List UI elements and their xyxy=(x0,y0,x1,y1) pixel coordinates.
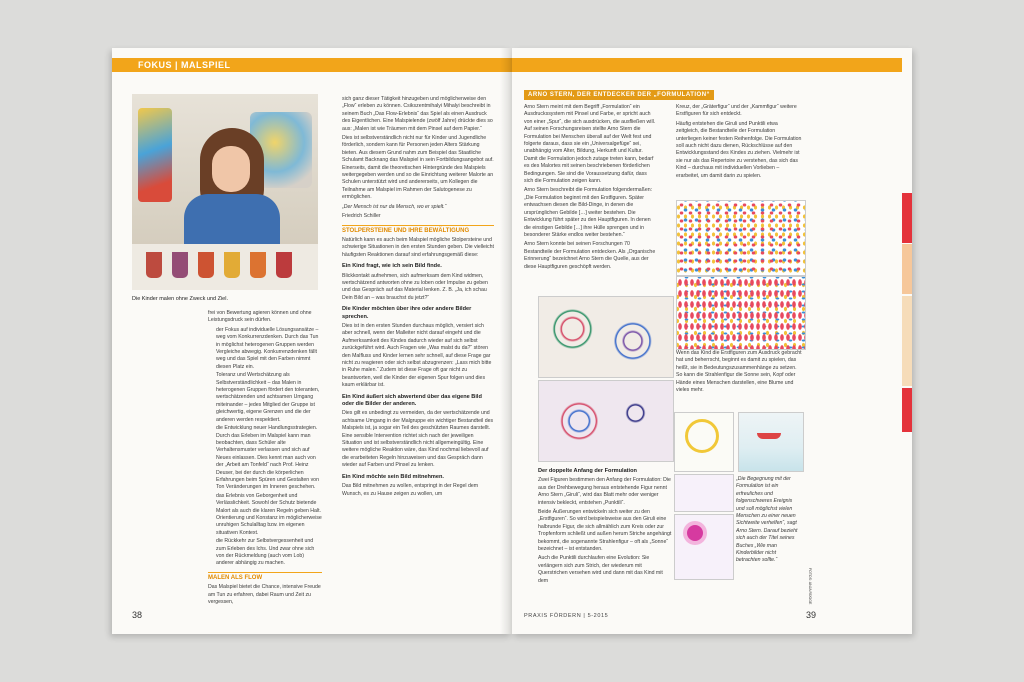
giruli-painting xyxy=(538,380,674,462)
paragraph: sich ganz dieser Tätigkeit hinzugeben und möglicherweise den „Flow“ erleben zu können. Csikszentmihalyi Mihalyi beschreibt in seinem Buch „Das Flow-Erlebnis“ das Spiel als einen Ausdruck des Eigentlichen. Eine Malspielende (zwölf Jahre) drückte dies so aus: „Malen ist wie Träumen mit dem Pinsel auf dem Papier.“ xyxy=(342,96,493,132)
flower-painting xyxy=(674,514,734,580)
list-item: • die Entwicklung neuer Handlungsstrategien. Durch das Erleben im Malspiel kann man beobachten, dass Schüler alte Verhaltensmuster verlassen und sich auf Neues einlassen. Dies kennt man auch von der „Arbeit am Tonfeld“ nach Prof. Heinz Deuser, bei der durch die körperlichen Erfahrungen beim Spüren und Gestalten von Ton Veränderungen im Inneren geschehen. xyxy=(216,425,322,492)
subhead: MALEN ALS FLOW xyxy=(208,572,322,582)
paragraph: Zwei Figuren bestimmen den Anfang der Formulation: Die aus der Drehbewegung heraus entstehende Figur nennt Arno Stern „Gіruli“, wird das Blatt mehr oder weniger intensiv bekleckt, entstehen „Punktili“. xyxy=(538,477,671,506)
paragraph: Dies ist in den ersten Stunden durchaus möglich, versiert sich aber schnell, wenn der Malleiter nicht darauf eingeht und die Aufmerksamkeit des Kindes dadurch wieder auf sich selbst zurückgeführt wird. Auch Fragen wie „Was malst du da?“ stören den Malfluss und Kinder lernen sehr schnell, auf diese Frage gar nicht zu reagieren oder sich selbst abzugrenzen: „Lass mich bitte in Ruhe malen.“ Zudem ist diese Frage oft gar nicht zu beantworten, weil die Kinder der eigenen Spur folgen und dies kaum erklärbar ist. xyxy=(342,322,492,389)
article-title: ARNO STERN, DER ENTDECKER DER „FORMULATION“ xyxy=(524,90,714,100)
right-page xyxy=(512,48,912,634)
paragraph: Auch die Punktili durchlaufen eine Evolution: Sie verlängern sich zum Strich, der wiederum mit Querstrichen versehen wird und dann mit das Kind mit dem xyxy=(538,555,663,584)
paragraph: Dies gilt es unbedingt zu vermeiden, da der wertschätzende und achtsame Umgang in der Malgruppe ein wichtiger Bestandteil des Malspiels ist, ja sogar ein Teil des geschützten Raumes darstellt. Eine sensible Intervention richtet sich nach der jeweiligen Situation und ist selbstverständlich nicht allgemeingültig. Eine weitere mögliche Reaktion wäre, das Kind nochmal liebevoll auf die erarbeiteten Regeln hinzuweisen und das Gespräch dann wieder auf Farben und Pinsel zu lenken. xyxy=(342,410,494,469)
paragraph: Arno Stern meint mit dem Begriff „Formulation“ ein Ausdruckssystem mit Pinsel und Farbe, er spricht auch von einer „Spur“, die sich ausdrücken, die ausfließen will. Auf seinen Forschungsreisen stellte Arno Stern die Formulation bei Menschen überall auf der Welt fest und folgerte daraus, dass sie ein „Universalgefüge“ sei, unabhängig vom Alter, Bildung, Herkunft und Kultur. Damit die Formulation jedoch zutage treten kann, bedarf es des Malortes mit seinen beschriebenen förderlichen Bedingungen. Sie sind die Voraussetzung dafür, dass sich die Formulation zeigen kann. xyxy=(524,104,656,185)
quote: „Der Mensch ist nur da Mensch, wo er spielt.“ xyxy=(342,203,447,210)
paragraph: Kreuz, der „Gräterfigur“ und der „Kammfigur“ weitere Erstfiguren für sich entdeckt. xyxy=(676,104,797,118)
page-number: 39 xyxy=(805,610,816,620)
list-item: • Toleranz und Wertschätzung als Selbstverständlichkeit – das Malen in heterogenen Gruppen fördert den toleranten, wertschätzenden und achtsamen Umgang miteinander – jedes Mitglied der Gruppe ist gleichwertig, eigene Grenzen und die der anderen werden respektiert. xyxy=(216,372,322,424)
section-heading: Der doppelte Anfang der Formulation xyxy=(538,468,637,474)
question-heading: Ein Kind fragt, wie ich sein Bild finde. xyxy=(342,263,442,270)
paragraph: Beide Äußerungen entwickeln sich weiter zu den „Erstfiguren“. So wird beispielsweise aus den Giruli eine halbrunde Figur, die sich allmählich zum Kreis oder zur Tropfenform schließt und außen herum Striche angehängt bekommt, die sogenannte Strahlenfigur – oft als „Sonne“ bezeichnet – ist entstanden. xyxy=(538,509,672,553)
header-bar xyxy=(512,58,902,72)
right-column-1-bottom xyxy=(538,464,672,614)
punktili-painting xyxy=(676,276,806,350)
edge-tab xyxy=(902,244,912,294)
paragraph: Wenn das Kind die Erstfiguren zum Ausdruck gebracht hat und beherrscht, beginnt es damit zu spielen, das heißt, sie in Bedeutungszusammenhänge zu setzen. So kann die Strahlenfigur die Sonne sein, Kopf oder Hände eines Menschen darstellen, eine Blume und vieles mehr. xyxy=(676,350,802,394)
figure-painting xyxy=(674,474,734,512)
photo-credit: FOTOS: ANJA RÜGGE xyxy=(808,568,812,605)
page-number: 38 xyxy=(132,610,143,620)
bullet-list xyxy=(208,327,322,568)
boat-painting xyxy=(738,412,804,472)
right-column-1-top xyxy=(524,104,656,302)
subhead: STOLPERSTEINE UND IHRE BEWÄLTIGUNG xyxy=(342,225,494,235)
question-heading: Die Kinder möchten über ihre oder andere Bilder sprechen. xyxy=(342,306,472,320)
sun-painting xyxy=(674,412,734,472)
giruli-painting xyxy=(538,296,674,378)
left-column-2 xyxy=(342,96,494,618)
paragraph: Blickkontakt aufnehmen, sich aufmerksam dem Kind widmen, wertschätzend antworten ohne zu loben oder Impulse zu geben und das Gespräch auf das Material lenken. Z. B. „Ja, ich schau Dein Bild an – was brauchst du jetzt?“ xyxy=(342,272,488,301)
photo-caption: Die Kinder malen ohne Zweck und Ziel. xyxy=(132,296,228,302)
pull-quote xyxy=(736,476,802,576)
quote-author: Friedrich Schiller xyxy=(342,213,381,220)
paragraph: Arno Stern beschreibt die Formulation folgendermaßen: „Die Formulation beginnt mit den Erstfiguren. Später entwachsen diesen die Bild-Dinge, in denen die ursprünglichen Gebilde […] weiter bestehen. Die Entwicklung führt später zu den Hauptfiguren. In denen die einstigen Gebilde […] ihre Hülle sprengen und in besonderer Stärke endlos weiter bestehen.“ xyxy=(524,187,653,238)
paragraph: Dies ist selbstverständlich nicht nur für Kinder und Jugendliche förderlich, sondern kann für Personen jeden Alters Stärkung bieten. Aus diesem Grund nahm zum Beispiel das Staatliche Schulamt Backnang das Malspiel in sein Fortbildungsangebot auf. Einerseits, damit die theoretischen Hintergründe des Malspiels weitergegeben werden und so die Einrichtung weiterer Malorte an Schulen unterstützt wird und andererseits, um Kollegen die Teilnahme am Malspiel im Rahmen der Salutogenese zu ermöglichen. xyxy=(342,135,494,201)
paragraph: Das Malspiel bietet die Chance, intensive Freude am Tun zu erfahren, dabei Raum und Zeit zu vergessen, xyxy=(208,584,321,606)
left-column-1 xyxy=(208,310,322,616)
question-heading: Ein Kind äußert sich abwertend über das eigene Bild oder die Bilder der anderen. xyxy=(342,393,482,408)
edge-tab xyxy=(902,388,912,432)
list-item: • der Fokus auf individuelle Lösungsansätze – weg vom Konkurrenzdenken. Durch das Tun in möglichst heterogenen Gruppen werden Vergleiche abwegig. Konkurrenzdenken fällt weg und das Spiel mit den Farben nimmt diesen Platz ein. xyxy=(216,327,322,371)
footer-publication: PRAXIS FÖRDERN | 5-2015 xyxy=(524,613,609,619)
punktili-painting xyxy=(676,200,806,276)
question-heading: Ein Kind möchte sein Bild mitnehmen. xyxy=(342,473,444,480)
paragraph: Häufig entstehen die Giruli und Punktili etwa zeitgleich, die Bestandteile der Formulation unterliegen keiner festen Reihenfolge. Die Formulation soll auch nicht dazu dienen, Rückschlüsse auf den Entwicklungsstand des Kindes zu ziehen. Vielmehr ist sie nur als das Repertoire zu verstehen, das sich das Kind – durchaus mit individuellen Vorlieben – erarbeitet, um damit darin zu spielen. xyxy=(676,120,802,179)
section-label: FOKUS | MALSPIEL xyxy=(138,60,231,70)
edge-tab xyxy=(902,193,912,243)
right-column-2-top xyxy=(676,104,802,200)
magazine-spread xyxy=(112,48,912,634)
paragraph: Natürlich kann es auch beim Malspiel mögliche Stolpersteine und schwierige Situationen in den ersten Stunden geben. Die vielleicht häufigsten Reaktionen darauf sind erfahrungsgemäß diese: xyxy=(342,236,494,258)
left-page xyxy=(112,48,512,634)
paragraph: frei von Bewertung agieren können und ohne Leistungsdruck sein dürfen. xyxy=(208,310,312,324)
list-item: • die Rückkehr zur Selbstvergessenheit und zum Erleben des Ichs. Und zwar ohne sich von der Rückmeldung (auch vom Lob) anderer abhängig zu machen. xyxy=(216,538,322,568)
list-item: • das Erlebnis von Geborgenheit und Verlässlichkeit. Sowohl der Schutz bietende Malort als auch die klaren Regeln geben Halt. Orientierung und Konstanz im möglicherweise unruhigen Schulalltag bzw. im eigenen situativen Kontext. xyxy=(216,493,322,537)
child-painting-photo xyxy=(132,94,318,290)
paragraph: Das Bild mitnehmen zu wollen, entspringt in der Regel dem Wunsch, es zu Hause zeigen zu wollen, um xyxy=(342,483,479,497)
quote: „Die Begegnung mit der Formulation ist ein erfreuliches und folgenschweres Ereignis und soll möglichst vielen Menschen zu einer neuen Sichtweite verhelfen“, sagt Arno Stern. Darauf bezieht sich auch der Titel seines Buches „Wie man Kinderbilder nicht betrachten sollte.“ xyxy=(736,476,798,564)
paragraph: Arno Stern konnte bei seinen Forschungen 70 Bestandteile der Formulation entdecken. Als „Organische Erinnerung“ bezeichnet Arno Stern die Quelle, aus der diese Hauptfiguren geschöpft werden. xyxy=(524,241,656,270)
edge-tab xyxy=(902,296,912,386)
